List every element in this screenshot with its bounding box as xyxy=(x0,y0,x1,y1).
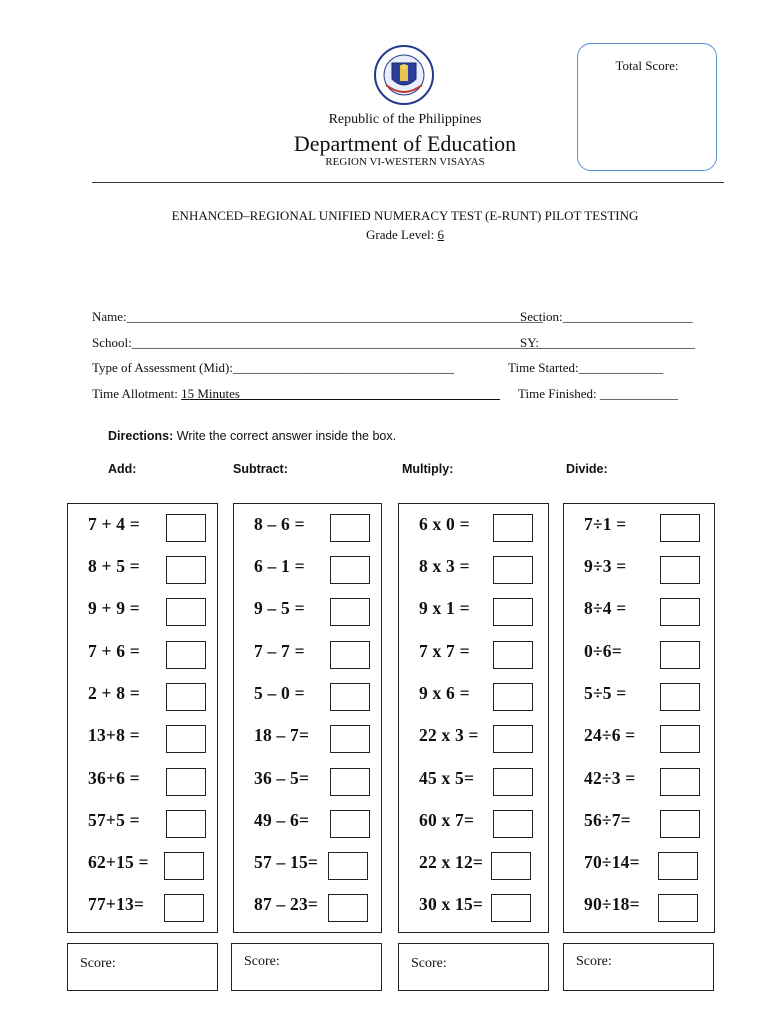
subtract-answer-box[interactable] xyxy=(330,683,370,711)
multiply-problem-text: 6 x 0 = xyxy=(419,514,470,534)
multiply-problem-text: 9 x 6 = xyxy=(419,683,470,703)
add-score-box[interactable]: Score: xyxy=(67,943,218,991)
subtract-answer-box[interactable] xyxy=(330,725,370,753)
add-problem-text: 36+6 = xyxy=(88,768,140,788)
multiply-answer-box[interactable] xyxy=(493,768,533,796)
multiply-problem-text: 22 x 12= xyxy=(419,852,484,872)
divide-problem-text: 56÷7= xyxy=(584,810,631,830)
op-label-divide: Divide: xyxy=(566,462,608,476)
divide-column xyxy=(563,503,715,933)
subtract-problem-row xyxy=(234,762,381,802)
multiply-problem-row xyxy=(399,677,548,717)
time-finished-field[interactable]: Time Finished: ____________ xyxy=(518,386,678,401)
directions-text: Write the correct answer inside the box. xyxy=(173,429,397,443)
subtract-problem-text: 87 – 23= xyxy=(254,894,319,914)
add-problem-row xyxy=(68,508,217,548)
multiply-answer-box[interactable] xyxy=(493,641,533,669)
divide-problem-text: 9÷3 = xyxy=(584,556,627,576)
add-answer-box[interactable] xyxy=(166,810,206,838)
add-answer-box[interactable] xyxy=(166,683,206,711)
divide-problem-text: 5÷5 = xyxy=(584,683,627,703)
divide-answer-box[interactable] xyxy=(660,683,700,711)
multiply-score-box[interactable]: Score: xyxy=(398,943,549,991)
add-problem-text: 7 + 6 = xyxy=(88,641,140,661)
add-problem-row xyxy=(68,635,217,675)
divide-answer-box[interactable] xyxy=(658,852,698,880)
allotment-value: 15 Minutes________________________________________ xyxy=(181,386,500,401)
divide-problem-text: 7÷1 = xyxy=(584,514,627,534)
divide-problem-row xyxy=(564,550,714,590)
divide-problem-row xyxy=(564,592,714,632)
multiply-answer-box[interactable] xyxy=(493,556,533,584)
subtract-problem-row xyxy=(234,719,381,759)
divide-problem-text: 90÷18= xyxy=(584,894,640,914)
divide-answer-box[interactable] xyxy=(660,514,700,542)
department-title: Department of Education xyxy=(293,131,517,156)
divide-answer-box[interactable] xyxy=(658,894,698,922)
subtract-problem-text: 8 – 6 = xyxy=(254,514,305,534)
directions xyxy=(108,429,396,443)
add-answer-box[interactable] xyxy=(166,514,206,542)
multiply-answer-box[interactable] xyxy=(493,725,533,753)
add-answer-box[interactable] xyxy=(166,598,206,626)
subtract-problem-row xyxy=(234,677,381,717)
multiply-problem-row xyxy=(399,508,548,548)
divide-answer-box[interactable] xyxy=(660,725,700,753)
subtract-answer-box[interactable] xyxy=(330,514,370,542)
multiply-problem-row xyxy=(399,888,548,928)
add-problem-text: 62+15 = xyxy=(88,852,149,872)
subtract-problem-row xyxy=(234,888,381,928)
allotment-label: Time Allotment: xyxy=(92,386,182,401)
divide-problem-text: 0÷6= xyxy=(584,641,622,661)
add-answer-box[interactable] xyxy=(166,768,206,796)
subtract-problem-text: 36 – 5= xyxy=(254,768,310,788)
subtract-problem-row xyxy=(234,804,381,844)
divide-problem-text: 42÷3 = xyxy=(584,768,636,788)
add-problem-row xyxy=(68,762,217,802)
divide-problem-row xyxy=(564,719,714,759)
divide-answer-box[interactable] xyxy=(660,810,700,838)
add-answer-box[interactable] xyxy=(164,894,204,922)
subtract-problem-text: 7 – 7 = xyxy=(254,641,305,661)
divide-problem-text: 24÷6 = xyxy=(584,725,636,745)
sy-field[interactable]: SY:________________________ xyxy=(520,335,696,350)
multiply-problem-row xyxy=(399,846,548,886)
divide-problem-row xyxy=(564,508,714,548)
subtract-problem-text: 6 – 1 = xyxy=(254,556,305,576)
time-started-field[interactable]: Time Started:_____________ xyxy=(508,360,664,375)
divide-answer-box[interactable] xyxy=(660,768,700,796)
name-field[interactable]: Name:________________________________________________________________ xyxy=(92,309,543,324)
multiply-answer-box[interactable] xyxy=(493,810,533,838)
multiply-answer-box[interactable] xyxy=(493,514,533,542)
header-divider xyxy=(92,182,724,183)
add-answer-box[interactable] xyxy=(166,556,206,584)
add-column xyxy=(67,503,218,933)
subtract-problem-row xyxy=(234,592,381,632)
add-answer-box[interactable] xyxy=(166,641,206,669)
multiply-column xyxy=(398,503,549,933)
add-problem-text: 7 + 4 = xyxy=(88,514,140,534)
subtract-problem-text: 49 – 6= xyxy=(254,810,310,830)
subtract-column xyxy=(233,503,382,933)
multiply-problem-text: 60 x 7= xyxy=(419,810,475,830)
time-allotment-field xyxy=(92,386,500,402)
divide-answer-box[interactable] xyxy=(660,598,700,626)
school-field[interactable]: School:_______________________________________________________________ xyxy=(92,335,542,350)
add-problem-row xyxy=(68,888,217,928)
add-problem-text: 2 + 8 = xyxy=(88,683,140,703)
subtract-problem-row xyxy=(234,635,381,675)
op-label-add: Add: xyxy=(108,462,137,476)
add-problem-row xyxy=(68,804,217,844)
add-answer-box[interactable] xyxy=(166,725,206,753)
divide-problem-row xyxy=(564,635,714,675)
republic-text: Republic of the Philippines xyxy=(328,112,482,127)
subtract-problem-row xyxy=(234,846,381,886)
divide-score-box[interactable]: Score: xyxy=(563,943,714,991)
section-field[interactable]: Section:____________________ xyxy=(520,309,693,324)
subtract-problem-text: 57 – 15= xyxy=(254,852,319,872)
subtract-score-box[interactable]: Score: xyxy=(231,943,382,991)
subtract-answer-box[interactable] xyxy=(328,852,368,880)
add-problem-text: 57+5 = xyxy=(88,810,140,830)
multiply-problem-text: 30 x 15= xyxy=(419,894,484,914)
subtract-answer-box[interactable] xyxy=(330,556,370,584)
multiply-problem-row xyxy=(399,804,548,844)
grade-value: 6 xyxy=(437,227,444,242)
assessment-field[interactable]: Type of Assessment (Mid):__________________________________ xyxy=(92,360,454,375)
total-score-label: Total Score: xyxy=(615,58,679,73)
add-problem-row xyxy=(68,592,217,632)
subtract-problem-text: 18 – 7= xyxy=(254,725,310,745)
divide-answer-box[interactable] xyxy=(660,641,700,669)
subtract-problem-text: 5 – 0 = xyxy=(254,683,305,703)
divide-problem-text: 70÷14= xyxy=(584,852,640,872)
multiply-answer-box[interactable] xyxy=(491,852,531,880)
multiply-answer-box[interactable] xyxy=(493,683,533,711)
subtract-problem-text: 9 – 5 = xyxy=(254,598,305,618)
add-answer-box[interactable] xyxy=(164,852,204,880)
multiply-problem-text: 8 x 3 = xyxy=(419,556,470,576)
divide-problem-row xyxy=(564,804,714,844)
op-label-subtract: Subtract: xyxy=(233,462,288,476)
op-label-multiply: Multiply: xyxy=(402,462,454,476)
grade-label: Grade Level: xyxy=(366,227,438,242)
multiply-problem-row xyxy=(399,550,548,590)
add-problem-row xyxy=(68,719,217,759)
test-title: ENHANCED–REGIONAL UNIFIED NUMERACY TEST (E-RUNT) PILOT TESTING xyxy=(171,208,639,223)
add-problem-text: 8 + 5 = xyxy=(88,556,140,576)
divide-problem-row xyxy=(564,846,714,886)
add-problem-text: 13+8 = xyxy=(88,725,140,745)
region-text: REGION VI-WESTERN VISAYAS xyxy=(325,156,485,168)
multiply-problem-row xyxy=(399,719,548,759)
multiply-problem-text: 9 x 1 = xyxy=(419,598,470,618)
add-problem-text: 77+13= xyxy=(88,894,145,914)
multiply-problem-text: 22 x 3 = xyxy=(419,725,479,745)
multiply-problem-row xyxy=(399,635,548,675)
subtract-answer-box[interactable] xyxy=(330,810,370,838)
divide-problem-text: 8÷4 = xyxy=(584,598,627,618)
deped-seal-icon xyxy=(366,45,442,105)
add-problem-row xyxy=(68,846,217,886)
add-problem-row xyxy=(68,550,217,590)
add-problem-row xyxy=(68,677,217,717)
add-problem-text: 9 + 9 = xyxy=(88,598,140,618)
multiply-answer-box[interactable] xyxy=(491,894,531,922)
multiply-problem-row xyxy=(399,592,548,632)
multiply-problem-row xyxy=(399,762,548,802)
divide-answer-box[interactable] xyxy=(660,556,700,584)
subtract-answer-box[interactable] xyxy=(330,598,370,626)
deped-seal xyxy=(366,45,442,105)
subtract-problem-row xyxy=(234,550,381,590)
subtract-answer-box[interactable] xyxy=(330,641,370,669)
subtract-answer-box[interactable] xyxy=(328,894,368,922)
multiply-problem-text: 7 x 7 = xyxy=(419,641,470,661)
divide-problem-row xyxy=(564,677,714,717)
divide-problem-row xyxy=(564,888,714,928)
multiply-answer-box[interactable] xyxy=(493,598,533,626)
subtract-problem-row xyxy=(234,508,381,548)
directions-label: Directions: xyxy=(108,429,174,443)
divide-problem-row xyxy=(564,762,714,802)
subtract-answer-box[interactable] xyxy=(330,768,370,796)
grade-level xyxy=(0,227,768,243)
multiply-problem-text: 45 x 5= xyxy=(419,768,475,788)
